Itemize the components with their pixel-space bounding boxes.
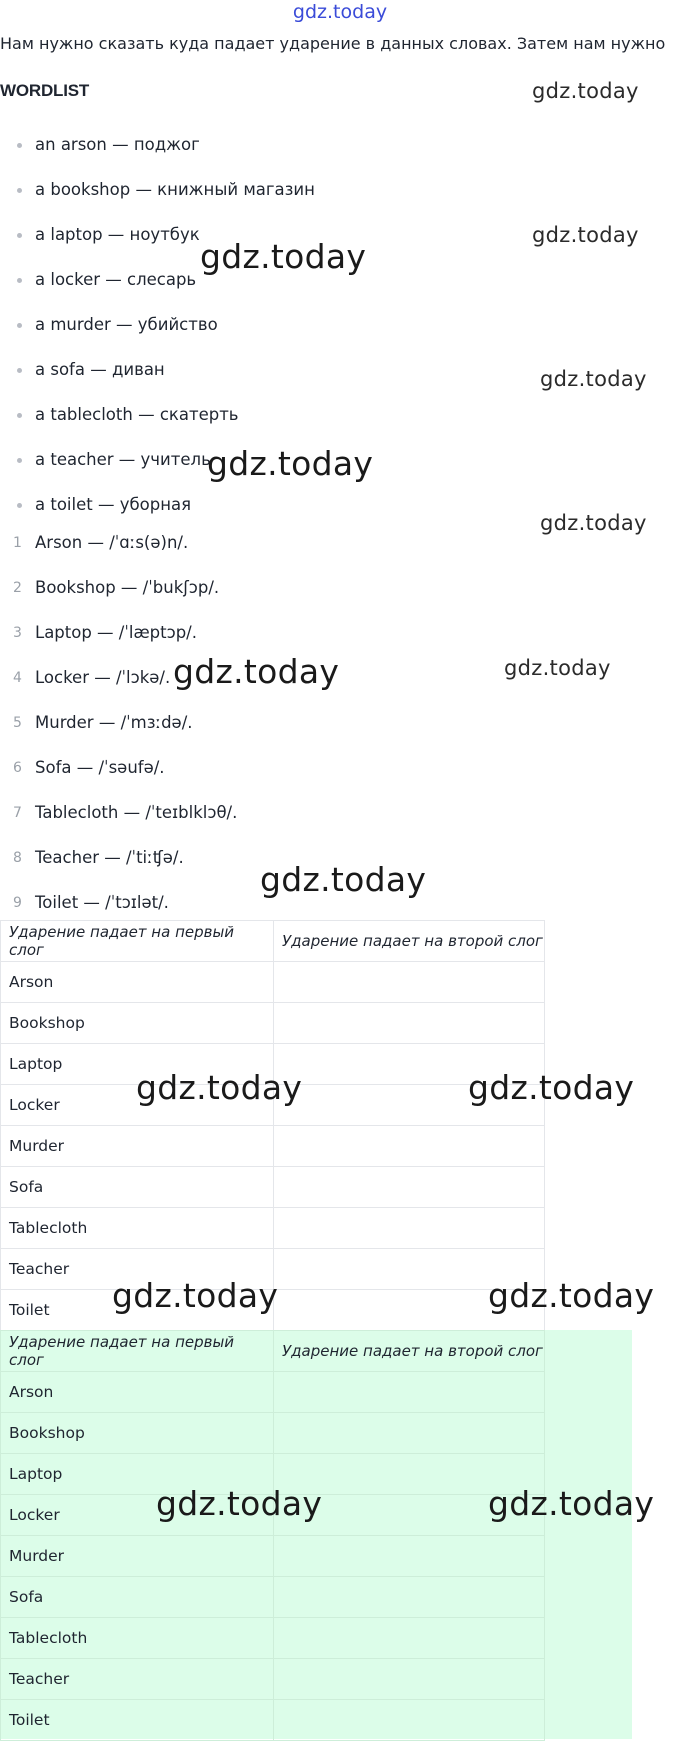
bullet-icon xyxy=(17,413,22,418)
table-row xyxy=(1,1372,545,1413)
transcription-text: Toilet — /ˈtɔɪlət/. xyxy=(35,893,169,912)
watermark: gdz.today xyxy=(488,1276,655,1315)
list-item xyxy=(0,310,315,355)
transcription-text: Locker — /ˈlɔkə/. xyxy=(35,668,171,687)
table-cell: Laptop xyxy=(1,1454,274,1495)
table-row xyxy=(1,1167,545,1208)
watermark: gdz.today xyxy=(173,652,340,691)
table-cell-empty xyxy=(274,1208,545,1249)
table-cell: Laptop xyxy=(1,1044,274,1085)
watermark: gdz.today xyxy=(504,656,611,680)
item-number: 4 xyxy=(13,670,22,686)
watermark: gdz.today xyxy=(112,1276,279,1315)
list-item-text: a tablecloth — скатерть xyxy=(35,405,239,424)
table-row xyxy=(1,1577,545,1618)
item-number: 8 xyxy=(13,850,22,866)
transcription-text: Tablecloth — /ˈteɪblklɔθ/. xyxy=(35,803,238,822)
watermark: gdz.today xyxy=(136,1068,303,1107)
table-cell-empty xyxy=(274,1126,545,1167)
table-cell: Arson xyxy=(1,962,274,1003)
list-item-text: a bookshop — книжный магазин xyxy=(35,180,315,199)
watermark: gdz.today xyxy=(532,223,639,247)
item-number: 6 xyxy=(13,760,22,776)
table-cell-empty xyxy=(274,1536,545,1577)
list-item-text: a laptop — ноутбук xyxy=(35,225,200,244)
table-cell: Bookshop xyxy=(1,1003,274,1044)
table-row xyxy=(1,1126,545,1167)
transcription-text: Laptop — /ˈlæptɔp/. xyxy=(35,623,197,642)
watermark: gdz.today xyxy=(540,367,647,391)
table-header-row xyxy=(1,921,545,962)
watermark: gdz.today xyxy=(488,1484,655,1523)
list-item-text: a teacher — учитель xyxy=(35,450,211,469)
table-cell: Tablecloth xyxy=(1,1208,274,1249)
bullet-icon xyxy=(17,503,22,508)
column-header-first-syllable: Ударение падает на первый слог xyxy=(1,1331,274,1372)
bullet-icon xyxy=(17,143,22,148)
table-cell-empty xyxy=(274,1659,545,1700)
table-row xyxy=(1,962,545,1003)
table-cell: Toilet xyxy=(1,1700,274,1741)
transcription-item xyxy=(0,528,237,573)
item-number: 2 xyxy=(13,580,22,596)
table-cell-empty xyxy=(274,1413,545,1454)
bullet-icon xyxy=(17,368,22,373)
transcription-item xyxy=(0,753,237,798)
intro-text: Нам нужно сказать куда падает ударение в данных словах. Затем нам нужно xyxy=(0,34,666,53)
bullet-icon xyxy=(17,188,22,193)
list-item xyxy=(0,130,315,175)
watermark: gdz.today xyxy=(260,860,427,899)
column-header-first-syllable: Ударение падает на первый слог xyxy=(1,921,274,962)
transcription-item xyxy=(0,798,237,843)
table-cell: Toilet xyxy=(1,1290,274,1331)
watermark: gdz.today xyxy=(207,444,374,483)
item-number: 3 xyxy=(13,625,22,641)
table-cell-empty xyxy=(274,1003,545,1044)
site-logo[interactable]: gdz.today xyxy=(292,1,388,23)
list-item-text: a locker — слесарь xyxy=(35,270,197,289)
item-number: 5 xyxy=(13,715,22,731)
table-cell-empty xyxy=(274,1618,545,1659)
transcription-item xyxy=(0,708,237,753)
list-item-text: a murder — убийство xyxy=(35,315,218,334)
table-cell-empty xyxy=(274,962,545,1003)
table-cell: Tablecloth xyxy=(1,1618,274,1659)
table-row xyxy=(1,1413,545,1454)
table-cell: Teacher xyxy=(1,1659,274,1700)
item-number: 1 xyxy=(13,535,22,551)
answer-table xyxy=(0,1330,545,1741)
table-cell: Locker xyxy=(1,1495,274,1536)
bullet-icon xyxy=(17,323,22,328)
list-item-text: a toilet — уборная xyxy=(35,495,192,514)
watermark: gdz.today xyxy=(200,237,367,276)
table-row xyxy=(1,1003,545,1044)
stress-table xyxy=(0,920,545,1331)
table-row xyxy=(1,1618,545,1659)
table-cell-empty xyxy=(274,1372,545,1413)
bullet-icon xyxy=(17,278,22,283)
table-row xyxy=(1,1700,545,1741)
watermark: gdz.today xyxy=(468,1068,635,1107)
list-item xyxy=(0,175,315,220)
list-item-text: a sofa — диван xyxy=(35,360,165,379)
table-cell: Sofa xyxy=(1,1577,274,1618)
column-header-second-syllable: Ударение падает на второй слог xyxy=(274,1331,545,1372)
table-row xyxy=(1,1208,545,1249)
bullet-icon xyxy=(17,233,22,238)
table-cell-empty xyxy=(274,1700,545,1741)
table-cell: Murder xyxy=(1,1126,274,1167)
bullet-icon xyxy=(17,458,22,463)
table-cell-empty xyxy=(274,1577,545,1618)
transcription-text: Bookshop — /ˈbukʃɔp/. xyxy=(35,578,220,597)
watermark: gdz.today xyxy=(156,1484,323,1523)
list-item-text: an arson — поджог xyxy=(35,135,200,154)
watermark: gdz.today xyxy=(540,511,647,535)
table-header-row xyxy=(1,1331,545,1372)
transcription-text: Sofa — /ˈsəufə/. xyxy=(35,758,165,777)
transcription-item xyxy=(0,573,237,618)
table-cell: Sofa xyxy=(1,1167,274,1208)
transcription-text: Teacher — /ˈtiːʧə/. xyxy=(35,848,184,867)
table-row xyxy=(1,1536,545,1577)
transcription-item xyxy=(0,843,237,888)
table-cell: Teacher xyxy=(1,1249,274,1290)
table-row xyxy=(1,1659,545,1700)
list-item xyxy=(0,355,315,400)
table-cell-empty xyxy=(274,1167,545,1208)
transcription-text: Arson — /ˈɑːs(ə)n/. xyxy=(35,533,189,552)
watermark: gdz.today xyxy=(532,79,639,103)
table-cell: Murder xyxy=(1,1536,274,1577)
column-header-second-syllable: Ударение падает на второй слог xyxy=(274,921,545,962)
table-cell: Bookshop xyxy=(1,1413,274,1454)
wordlist-title: WORDLIST xyxy=(0,81,90,100)
item-number: 7 xyxy=(13,805,22,821)
table-cell: Locker xyxy=(1,1085,274,1126)
table-cell: Arson xyxy=(1,1372,274,1413)
item-number: 9 xyxy=(13,895,22,911)
transcription-list xyxy=(0,528,237,933)
list-item xyxy=(0,400,315,445)
transcription-text: Murder — /ˈmɜːdə/. xyxy=(35,713,193,732)
